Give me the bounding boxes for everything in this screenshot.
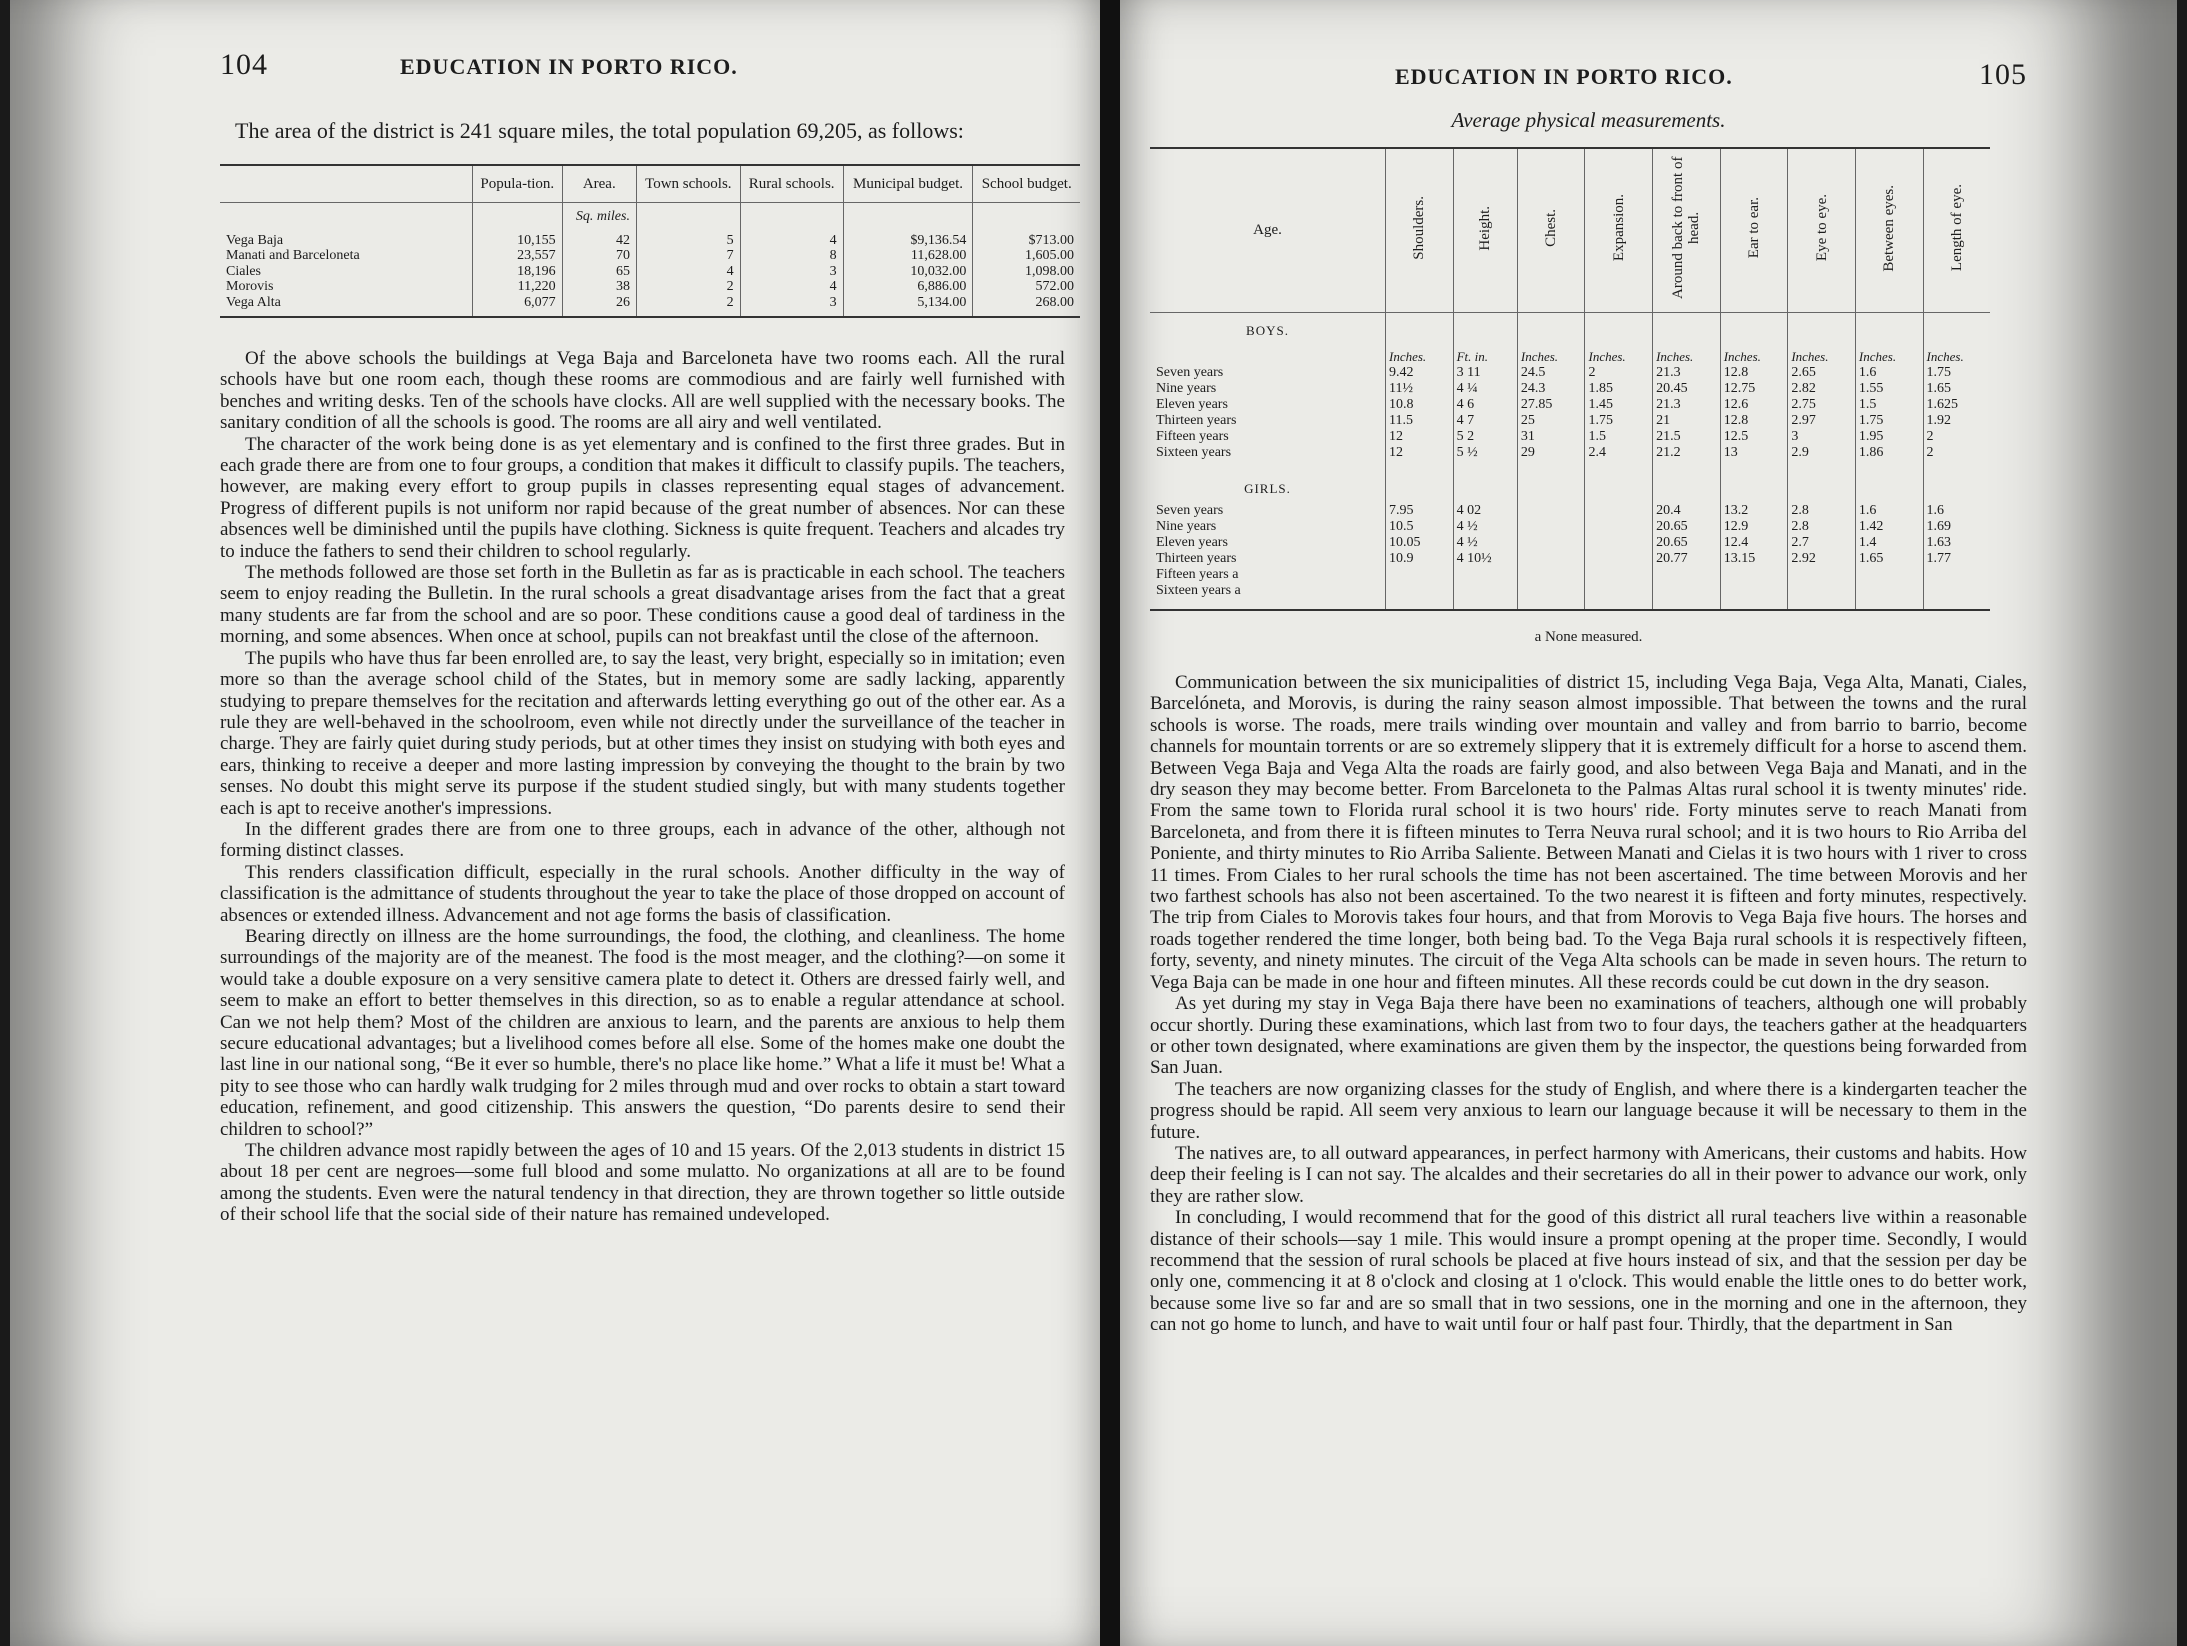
empty-cell	[1453, 313, 1517, 346]
measurement-cell: 24.3	[1517, 381, 1585, 397]
table-row	[220, 295, 1080, 318]
table-header-row	[1150, 148, 1990, 313]
unit-label	[740, 203, 843, 225]
measurement-cell	[1585, 583, 1653, 599]
measurement-cell	[1720, 567, 1788, 583]
section-row	[1150, 471, 1990, 503]
column-header-label: Height.	[1477, 205, 1494, 251]
body-paragraph: Communication between the six municipalities of district 15, including Vega Baja, Vega Alta, Manati, Ciales, Barcelóneta, and Morovis, is during the rainy season almost impossible. That between the towns and the rural schools is worse. The roads, mere trails winding over mountain and valley and from barrio to barrio, become channels for mountain torrents or are so extremely slippery that it is extremely difficult for a horse to ascend them. Between Vega Baja and Vega Alta the roads are fairly good, and also between Vega Baja and Manati, and in the dry season they may become better. From Barceloneta to the Palmas Altas rural school it is twenty minutes' ride. From the same town to Florida rural school it is two hours' ride. Forty minutes serve to reach Manati from Barceloneta, and from there it is fifteen minutes to Terra Neuva rural school; and it is two hours to Rio Arriba del Poniente, and thirty minutes to Rio Arriba Saliente. Between Manati and Cielas it is two hours with 1 river to cross 11 times. From Ciales to her rural schools the time has not been ascertained. The time between Morovis and her two farthest schools has also not been ascertained. To the two nearest it is fifteen and forty minutes, respectively. The trip from Ciales to Morovis takes four hours, and that from Morovis to Vega Baja five hours. The horses and roads together rendered the time longer, both being bad. To the Vega Baja rural schools it is respectively fifteen, forty, seventy, and ninety minutes. The circuit of the Vega Alta schools can be made in seven hours. The return to Vega Baja can be made in one hour and fifteen minutes. All these records could be cut down in the dry season.	[1150, 672, 2027, 993]
measurement-cell: 20.65	[1653, 519, 1721, 535]
measurement-cell: 2.4	[1585, 445, 1653, 461]
left-running-head	[220, 50, 1065, 90]
units-row	[1150, 345, 1990, 365]
column-header	[1150, 148, 1386, 313]
measurement-cell: 4 ½	[1453, 535, 1517, 551]
measurement-cell: 7.95	[1386, 503, 1454, 519]
column-header	[1855, 148, 1923, 313]
unit-label: Inches.	[1788, 345, 1856, 365]
age-label: Fifteen years a	[1156, 567, 1239, 582]
table-cell: 268.00	[973, 295, 1080, 318]
empty-cell	[1517, 471, 1585, 503]
measurement-cell: 4 7	[1453, 413, 1517, 429]
column-header-label: Ear to ear.	[1746, 197, 1762, 259]
unit-label: Inches.	[1653, 345, 1721, 365]
empty-cell	[1720, 461, 1788, 471]
column-header-label: Around back to front of head.	[1670, 156, 1703, 300]
measurement-cell: 1.77	[1923, 551, 1990, 567]
district-intro: The area of the district is 241 square miles, the total population 69,205, as follows:	[235, 118, 964, 143]
measurement-cell: 2	[1923, 429, 1990, 445]
empty-cell	[1453, 461, 1517, 471]
age-label: Thirteen years	[1156, 551, 1237, 566]
table-cell: 5,134.00	[843, 295, 973, 318]
column-header-label: Between eyes.	[1881, 184, 1898, 272]
column-header-label: Expansion.	[1610, 194, 1627, 262]
table-row	[1150, 429, 1990, 445]
measurement-cell: 12.8	[1720, 365, 1788, 381]
measurement-cell	[1386, 567, 1454, 583]
measurement-cell: 1.625	[1923, 397, 1990, 413]
age-label: Nine years	[1156, 519, 1217, 534]
table-cell: 26	[562, 295, 636, 318]
unit-label	[1150, 345, 1386, 365]
table-cell: 10,032.00	[843, 264, 973, 280]
measurement-cell: 12.8	[1720, 413, 1788, 429]
table-cell: 7	[636, 248, 740, 264]
table-cell: 4	[636, 264, 740, 280]
measurement-cell: 10.8	[1386, 397, 1454, 413]
measurement-cell: 1.65	[1855, 551, 1923, 567]
table-cell: 65	[562, 264, 636, 280]
measurement-cell: 1.75	[1855, 413, 1923, 429]
age-label: Eleven years	[1156, 397, 1228, 412]
table-cell: 1,605.00	[973, 248, 1080, 264]
empty-cell	[1150, 599, 1386, 610]
empty-cell	[1855, 599, 1923, 610]
measurement-cell: 1.6	[1923, 503, 1990, 519]
measurement-cell: 2	[1923, 445, 1990, 461]
column-header-label: Eye to eye.	[1813, 194, 1830, 262]
column-header	[1923, 148, 1990, 313]
measurement-cell	[1517, 519, 1585, 535]
column-header	[1517, 148, 1585, 313]
table-row	[1150, 519, 1990, 535]
measurement-cell: 2.82	[1788, 381, 1856, 397]
column-header	[1453, 148, 1517, 313]
unit-label: Inches.	[1855, 345, 1923, 365]
measurement-cell	[1517, 535, 1585, 551]
body-paragraph: In the different grades there are from one to three groups, each in advance of the other, although not forming distinct classes.	[220, 818, 1065, 862]
empty-cell	[1855, 461, 1923, 471]
column-header-label: Length of eye.	[1948, 184, 1965, 272]
age-label: Thirteen years	[1156, 413, 1237, 428]
measurement-cell: 10.5	[1386, 519, 1454, 535]
empty-cell	[1855, 313, 1923, 346]
measurement-cell: 1.86	[1855, 445, 1923, 461]
measurement-cell	[1517, 503, 1585, 519]
column-header	[1386, 148, 1454, 313]
right-page	[1120, 0, 2177, 1646]
unit-label	[473, 203, 563, 225]
measurement-cell: 21.2	[1653, 445, 1721, 461]
empty-cell	[1720, 313, 1788, 346]
table-cell: $9,136.54	[843, 225, 973, 249]
empty-cell	[1517, 313, 1585, 346]
measurement-cell: 13.2	[1720, 503, 1788, 519]
measurement-cell: 9.42	[1386, 365, 1454, 381]
unit-label: Inches.	[1386, 345, 1454, 365]
empty-cell	[1720, 599, 1788, 610]
physical-measurements-table	[1150, 147, 1990, 611]
column-header: Popula-tion.	[473, 165, 563, 203]
unit-label: Inches.	[1585, 345, 1653, 365]
column-header: Town schools.	[636, 165, 740, 203]
left-body-text	[220, 348, 1065, 1226]
measurement-cell	[1653, 567, 1721, 583]
measurement-cell: 12	[1386, 429, 1454, 445]
measurement-cell	[1923, 567, 1990, 583]
measurement-cell: 1.6	[1855, 365, 1923, 381]
measurement-cell: 3	[1788, 429, 1856, 445]
table-row	[220, 264, 1080, 280]
table-row	[1150, 397, 1990, 413]
empty-cell	[1923, 313, 1990, 346]
measurement-cell: 1.5	[1855, 397, 1923, 413]
table-row	[1150, 381, 1990, 397]
column-header	[1585, 148, 1653, 313]
municipality-name: Vega Baja	[226, 232, 284, 248]
measurement-cell: 2.8	[1788, 503, 1856, 519]
empty-cell	[1653, 313, 1721, 346]
right-running-head	[1150, 60, 2027, 100]
body-paragraph: As yet during my stay in Vega Baja there have been no examinations of teachers, although one will probably occur shortly. During these examinations, which last from two to four days, the teachers gather at the headquarters or other town designated, where examinations are given them by the inspector, the questions being forwarded from San Juan.	[1150, 993, 2027, 1079]
section-label: GIRLS.	[1244, 481, 1291, 496]
measurement-cell: 4 10½	[1453, 551, 1517, 567]
units-row	[220, 203, 1080, 225]
measurement-cell: 1.65	[1923, 381, 1990, 397]
body-paragraph: The methods followed are those set forth in the Bulletin as far as is practicable in each school. The teachers seem to enjoy reading the Bulletin. In the rural schools a great disadvantage arises from the fact that a great many students are far from the school and are so poor. These conditions cause a good deal of tardiness in the morning, and some absences. When once at school, pupils can not breakfast until the close of the afternoon.	[220, 562, 1065, 648]
unit-label: Inches.	[1720, 345, 1788, 365]
empty-cell	[1788, 313, 1856, 346]
measurement-cell: 10.9	[1386, 551, 1454, 567]
table-cell: $713.00	[973, 225, 1080, 249]
empty-cell	[1453, 599, 1517, 610]
measurement-cell	[1585, 519, 1653, 535]
table-cell: 572.00	[973, 279, 1080, 295]
unit-label: Sq. miles.	[562, 203, 636, 225]
municipality-name: Ciales	[226, 263, 261, 279]
municipality-name: Vega Alta	[226, 294, 281, 310]
column-header: Rural schools.	[740, 165, 843, 203]
table-cell: 18,196	[473, 264, 563, 280]
empty-cell	[1653, 471, 1721, 503]
section-label: BOYS.	[1246, 323, 1289, 338]
measurement-cell: 2.65	[1788, 365, 1856, 381]
municipality-name: Manati and Barceloneta	[226, 248, 360, 263]
table-cell: 5	[636, 225, 740, 249]
measurement-cell: 4 6	[1453, 397, 1517, 413]
measurement-cell: 1.75	[1585, 413, 1653, 429]
measurement-cell: 12	[1386, 445, 1454, 461]
right-page-number: 105	[1979, 58, 2027, 91]
column-header-label: Age.	[1253, 222, 1282, 238]
table-footnote: a None measured.	[1534, 629, 1643, 645]
measurement-cell: 1.42	[1855, 519, 1923, 535]
measurement-cell: 1.5	[1585, 429, 1653, 445]
measurement-cell: 21.5	[1653, 429, 1721, 445]
measurement-cell: 12.6	[1720, 397, 1788, 413]
measurement-cell: 13.15	[1720, 551, 1788, 567]
unit-label: Ft. in.	[1453, 345, 1517, 365]
measurement-cell: 2.7	[1788, 535, 1856, 551]
table-cell: 11,220	[473, 279, 563, 295]
body-paragraph: Of the above schools the buildings at Vega Baja and Barceloneta have two rooms each. All the rural schools have but one room each, though these rooms are commodious and are fairly well furnished with benches and writing desks. Ten of the schools have clocks. All are well supplied with the necessary books. The sanitary condition of all the schools is good. The rooms are all airy and well ventilated.	[220, 348, 1065, 434]
measurement-cell: 29	[1517, 445, 1585, 461]
table-cell: 3	[740, 264, 843, 280]
measurement-cell: 1.85	[1585, 381, 1653, 397]
empty-cell	[1653, 461, 1721, 471]
measurement-cell	[1517, 551, 1585, 567]
empty-cell	[1386, 461, 1454, 471]
measurement-cell: 21.3	[1653, 397, 1721, 413]
measurement-cell: 21	[1653, 413, 1721, 429]
table-cell: 38	[562, 279, 636, 295]
empty-cell	[1855, 471, 1923, 503]
right-running-title: EDUCATION IN PORTO RICO.	[1395, 64, 1733, 89]
column-header: Area.	[562, 165, 636, 203]
table-row	[1150, 365, 1990, 381]
measurement-cell: 20.77	[1653, 551, 1721, 567]
measurement-cell: 12.5	[1720, 429, 1788, 445]
empty-cell	[1517, 461, 1585, 471]
measurement-cell	[1585, 535, 1653, 551]
measurement-cell: 3 11	[1453, 365, 1517, 381]
measurement-cell: 5 ½	[1453, 445, 1517, 461]
empty-cell	[1653, 599, 1721, 610]
table-row	[1150, 583, 1990, 599]
body-paragraph: The natives are, to all outward appearances, in perfect harmony with Americans, their customs and habits. How deep their feeling is I can not say. The alcaldes and their secretaries do all in their power to advance our work, only they are rather slow.	[1150, 1142, 2027, 1207]
right-body-text	[1150, 672, 2027, 1336]
column-header	[220, 165, 473, 203]
measurement-cell: 12.75	[1720, 381, 1788, 397]
table-header-row	[220, 165, 1080, 203]
age-label: Sixteen years a	[1156, 583, 1241, 598]
measurements-caption: Average physical measurements.	[1451, 108, 1726, 132]
left-running-title: EDUCATION IN PORTO RICO.	[400, 54, 738, 79]
unit-label	[843, 203, 973, 225]
measurement-cell: 24.5	[1517, 365, 1585, 381]
table-row	[1150, 551, 1990, 567]
measurement-cell	[1585, 567, 1653, 583]
measurement-cell: 27.85	[1517, 397, 1585, 413]
measurement-cell	[1453, 567, 1517, 583]
measurement-cell: 2.92	[1788, 551, 1856, 567]
measurement-cell	[1788, 583, 1856, 599]
measurement-cell: 12.9	[1720, 519, 1788, 535]
table-cell: 10,155	[473, 225, 563, 249]
measurement-cell: 11.5	[1386, 413, 1454, 429]
age-label: Eleven years	[1156, 535, 1228, 550]
age-label: Seven years	[1156, 503, 1224, 518]
table-cell: 2	[636, 279, 740, 295]
measurement-cell: 12.4	[1720, 535, 1788, 551]
table-cell: 2	[636, 295, 740, 318]
empty-cell	[1150, 461, 1386, 471]
table-cell: 6,886.00	[843, 279, 973, 295]
body-paragraph: Bearing directly on illness are the home surroundings, the food, the clothing, and cleanliness. The home surroundings of the majority are of the meanest. The food is the most meager, and the clothing?—on some it would take a double exposure on a very sensitive camera plate to detect it. Others are dressed fairly well, and seem to make an effort to better themselves in this direction, so as to enable a regular attendance at school. Can we not help them? Most of the children are anxious to learn, and the parents are anxious to help them secure educational advantages; but a livelihood comes before all else. Some of the homes make one doubt the last line in our national song, “Be it ever so humble, there's no place like home.” What a life it must be! What a pity to see those who can hardly walk trudging for 2 miles through mud and over rocks to obtain a start toward education, refinement, and good citizenship. This answers the question, “Do parents desire to send their children to school?”	[220, 925, 1065, 1140]
column-header	[1720, 148, 1788, 313]
age-label: Fifteen years	[1156, 429, 1229, 444]
measurement-cell	[1386, 583, 1454, 599]
table-cell: 1,098.00	[973, 264, 1080, 280]
body-paragraph: The teachers are now organizing classes for the study of English, and where there is a kindergarten teacher the progress should be rapid. All seem very anxious to learn our language because it will be necessary to them in the future.	[1150, 1078, 2027, 1143]
measurement-cell	[1720, 583, 1788, 599]
table-cell: 6,077	[473, 295, 563, 318]
measurement-cell: 25	[1517, 413, 1585, 429]
unit-label: Inches.	[1517, 345, 1585, 365]
age-label: Sixteen years	[1156, 445, 1232, 460]
unit-label: Inches.	[1923, 345, 1990, 365]
table-cell: 70	[562, 248, 636, 264]
empty-cell	[1386, 471, 1454, 503]
empty-cell	[1517, 599, 1585, 610]
empty-cell	[1585, 599, 1653, 610]
left-page-number: 104	[220, 48, 268, 81]
table-row	[1150, 413, 1990, 429]
empty-cell	[1386, 313, 1454, 346]
measurement-cell: 31	[1517, 429, 1585, 445]
measurement-cell	[1453, 583, 1517, 599]
empty-cell	[1453, 471, 1517, 503]
measurement-cell	[1788, 567, 1856, 583]
measurement-cell: 4 ¼	[1453, 381, 1517, 397]
measurement-cell: 1.55	[1855, 381, 1923, 397]
empty-cell	[1585, 313, 1653, 346]
measurement-cell: 5 2	[1453, 429, 1517, 445]
table-cell: 23,557	[473, 248, 563, 264]
measurement-cell: 20.45	[1653, 381, 1721, 397]
measurement-cell	[1855, 583, 1923, 599]
table-row	[220, 279, 1080, 295]
empty-cell	[1386, 599, 1454, 610]
measurement-cell: 11½	[1386, 381, 1454, 397]
table-row	[1150, 503, 1990, 519]
body-paragraph: This renders classification difficult, especially in the rural schools. Another difficulty in the way of classification is the admittance of students throughout the year to take the place of those dropped on account of absences or extended illness. Advancement and not age forms the basis of classification.	[220, 861, 1065, 926]
table-row	[1150, 567, 1990, 583]
empty-cell	[1585, 461, 1653, 471]
measurement-cell	[1585, 503, 1653, 519]
measurement-cell: 2.8	[1788, 519, 1856, 535]
measurement-cell: 1.63	[1923, 535, 1990, 551]
spacer-row	[1150, 599, 1990, 610]
empty-cell	[1585, 471, 1653, 503]
empty-cell	[1720, 471, 1788, 503]
body-paragraph: The pupils who have thus far been enrolled are, to say the least, very bright, especially so in imitation; even more so than the average school child of the States, but in memory some are sadly lacking, apparently studying to prepare themselves for the recitation and afterwards letting everything go out of the other ear. As a rule they are well-behaved in the schoolroom, even while not directly under the surveillance of the teacher in charge. They are fairly quiet during study periods, but at other times they insist on studying with both eyes and ears, thinking to receive a deeper and more lasting impression by conveying the thought to the brain by two senses. No doubt this might serve its purpose if the student studied singly, but with many students together each is apt to receive another's impressions.	[220, 647, 1065, 819]
table-row	[1150, 445, 1990, 461]
empty-cell	[1923, 599, 1990, 610]
column-header: Municipal budget.	[843, 165, 973, 203]
unit-label	[636, 203, 740, 225]
table-row	[220, 248, 1080, 264]
measurement-cell: 2.97	[1788, 413, 1856, 429]
table-cell: 11,628.00	[843, 248, 973, 264]
table-cell: 4	[740, 279, 843, 295]
measurement-cell: 20.4	[1653, 503, 1721, 519]
measurement-cell: 1.6	[1855, 503, 1923, 519]
district-schools-table	[220, 164, 1080, 318]
measurement-cell: 2	[1585, 365, 1653, 381]
municipality-name: Morovis	[226, 279, 274, 294]
measurement-cell: 20.65	[1653, 535, 1721, 551]
column-header: School budget.	[973, 165, 1080, 203]
body-paragraph: The children advance most rapidly between the ages of 10 and 15 years. Of the 2,013 students in district 15 about 18 per cent are negroes—some full blood and some mulatto. No organizations at all are to be found among the students. Even were the natural tendency in that direction, they are thrown together so little outside of their school life that the social side of their nature has remained undeveloped.	[220, 1140, 1065, 1226]
measurement-cell: 1.92	[1923, 413, 1990, 429]
measurement-cell	[1517, 567, 1585, 583]
empty-cell	[1923, 461, 1990, 471]
empty-cell	[1788, 461, 1856, 471]
measurement-cell	[1585, 551, 1653, 567]
empty-cell	[1923, 471, 1990, 503]
column-header-label: Shoulders.	[1411, 196, 1428, 260]
measurement-cell	[1517, 583, 1585, 599]
left-page	[10, 0, 1105, 1646]
table-cell: 42	[562, 225, 636, 249]
column-header-label: Chest.	[1543, 209, 1560, 247]
body-paragraph: The character of the work being done is as yet elementary and is confined to the first three grades. But in each grade there are from one to four groups, a condition that makes it difficult to classify pupils. The teachers, however, are making every effort to group pupils in classes representing equal stages of advancement. Progress of different pupils is not uniform nor rapid because of the great number of absences. Nor can these absences well be diminished until the pupils have clothing. Sickness is quite frequent. Teachers and alcades try to induce the fathers to send their children to school regularly.	[220, 433, 1065, 562]
measurement-cell: 1.75	[1923, 365, 1990, 381]
column-header	[1788, 148, 1856, 313]
measurement-cell: 1.95	[1855, 429, 1923, 445]
measurement-cell: 4 ½	[1453, 519, 1517, 535]
table-cell: 8	[740, 248, 843, 264]
measurement-cell: 10.05	[1386, 535, 1454, 551]
measurement-cell: 1.4	[1855, 535, 1923, 551]
measurement-cell: 4 02	[1453, 503, 1517, 519]
measurement-cell: 2.75	[1788, 397, 1856, 413]
column-header	[1653, 148, 1721, 313]
measurement-cell	[1855, 567, 1923, 583]
unit-label	[220, 203, 473, 225]
measurement-cell: 2.9	[1788, 445, 1856, 461]
measurement-cell: 1.45	[1585, 397, 1653, 413]
empty-cell	[1788, 599, 1856, 610]
spacer-row	[1150, 461, 1990, 471]
measurement-cell: 1.69	[1923, 519, 1990, 535]
section-row	[1150, 313, 1990, 346]
measurement-cell	[1653, 583, 1721, 599]
table-row	[1150, 535, 1990, 551]
table-row	[220, 225, 1080, 249]
table-cell: 3	[740, 295, 843, 318]
unit-label	[973, 203, 1080, 225]
body-paragraph: In concluding, I would recommend that for the good of this district all rural teachers live within a reasonable distance of their schools—say 1 mile. This would insure a prompt opening at the proper time. Secondly, I would recommend that the session of rural schools be placed at five hours instead of six, and that the session per day be only one, commencing it at 8 o'clock and closing at 1 o'clock. This would enable the little ones to do better work, because some live so far and are so small that in two sessions, one in the morning and one in the afternoon, they can not go home to lunch, and have to wait until four or half past four. Thirdly, that the department in San	[1150, 1207, 2027, 1336]
measurement-cell: 13	[1720, 445, 1788, 461]
measurement-cell: 21.3	[1653, 365, 1721, 381]
measurement-cell	[1923, 583, 1990, 599]
age-label: Seven years	[1156, 365, 1224, 380]
table-cell: 4	[740, 225, 843, 249]
age-label: Nine years	[1156, 381, 1217, 396]
empty-cell	[1788, 471, 1856, 503]
